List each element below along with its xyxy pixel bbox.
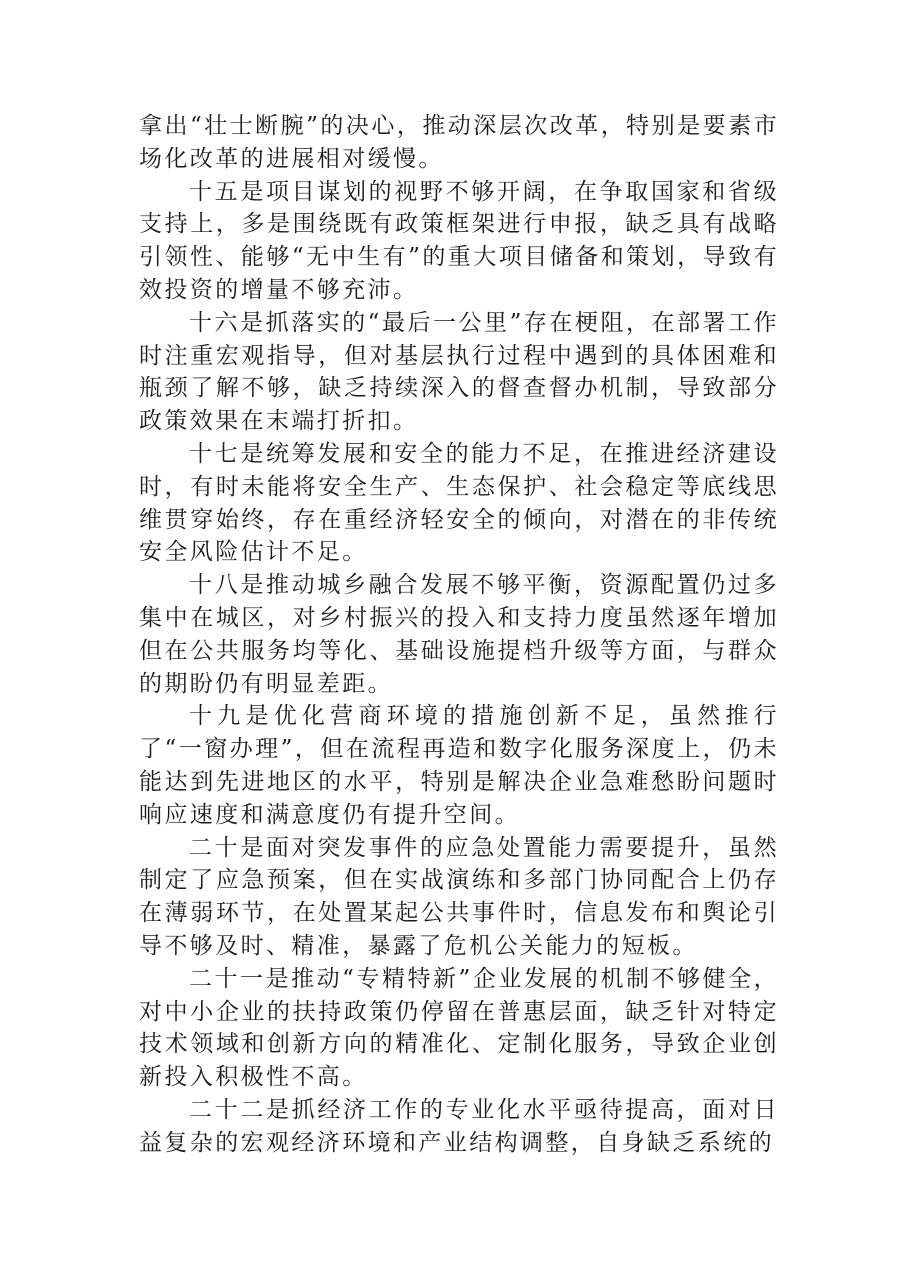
paragraph-continuation: 拿出“壮士断腕”的决心，推动深层次改革，特别是要素市场化改革的进展相对缓慢。 [139, 113, 779, 172]
paragraph-item-20: 二十是面对突发事件的应急处置能力需要提升，虽然制定了应急预案，但在实战演练和多部门协同配合上仍存在薄弱环节，在处置某起公共事件时，信息发布和舆论引导不够及时、精准，暴露了危机公关能力的短板。 [139, 834, 779, 959]
paragraph-item-17: 十七是统筹发展和安全的能力不足，在推进经济建设时，有时未能将安全生产、生态保护、社会稳定等底线思维贯穿始终，存在重经济轻安全的倾向，对潜在的非传统安全风险估计不足。 [139, 440, 779, 566]
paragraph-item-19: 十九是优化营商环境的措施创新不足，虽然推行了“一窗办理”，但在流程再造和数字化服务深度上，仍未能达到先进地区的水平，特别是解决企业急难愁盼问题时响应速度和满意度仍有提升空间。 [139, 703, 779, 828]
paragraph-item-16: 十六是抓落实的“最后一公里”存在梗阻，在部署工作时注重宏观指导，但对基层执行过程中遇到的具体困难和瓶颈了解不够，缺乏持续深入的督查督办机制，导致部分政策效果在末端打折扣。 [139, 309, 779, 435]
document-body [139, 110, 779, 1160]
paragraph-item-22: 二十二是抓经济工作的专业化水平亟待提高，面对日益复杂的宏观经济环境和产业结构调整，自身缺乏系统的 [139, 1096, 779, 1156]
paragraph-item-15: 十五是项目谋划的视野不够开阔，在争取国家和省级支持上，多是围绕既有政策框架进行申报，缺乏具有战略引领性、能够“无中生有”的重大项目储备和策划，导致有效投资的增量不够充沛。 [139, 178, 779, 303]
paragraph-item-18: 十八是推动城乡融合发展不够平衡，资源配置仍过多集中在城区，对乡村振兴的投入和支持力度虽然逐年增加但在公共服务均等化、基础设施提档升级等方面，与群众的期盼仍有明显差距。 [139, 572, 779, 697]
paragraph-item-21: 二十一是推动“专精特新”企业发展的机制不够健全，对中小企业的扶持政策仍停留在普惠层面，缺乏针对特定技术领域和创新方向的精准化、定制化服务，导致企业创新投入积极性不高。 [139, 965, 779, 1091]
